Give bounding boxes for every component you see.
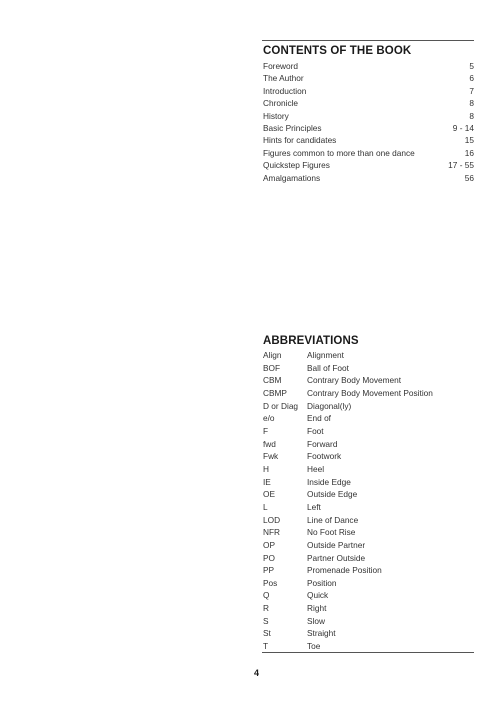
entry-page: 6 <box>469 73 474 84</box>
abbreviation-term: D or Diag <box>263 400 299 411</box>
abbreviation-meaning: Ball of Foot <box>307 362 349 373</box>
abbreviation-term: PO <box>263 552 275 563</box>
contents-title: CONTENTS OF THE BOOK <box>263 45 412 57</box>
entry-page: 16 <box>464 147 474 158</box>
entry-title: Quickstep Figures <box>263 160 330 171</box>
abbreviation-meaning: Contrary Body Movement Position <box>307 387 433 398</box>
abbreviation-entry <box>263 425 474 438</box>
abbreviation-term: CBMP <box>263 387 287 398</box>
abbreviation-entry <box>263 514 474 527</box>
abbreviation-entry <box>263 412 474 425</box>
abbreviation-entry <box>263 589 474 602</box>
contents-entry <box>263 97 474 109</box>
top-rule <box>262 40 474 41</box>
contents-entry <box>263 72 474 84</box>
abbreviation-meaning: End of <box>307 413 331 424</box>
abbreviation-term: Align <box>263 350 282 360</box>
abbreviation-entry <box>263 640 474 653</box>
abbreviation-term: T <box>263 641 269 652</box>
abbreviation-term: L <box>263 501 268 512</box>
abbreviation-meaning: Straight <box>307 628 336 639</box>
abbreviation-meaning: No Foot Rise <box>307 527 356 538</box>
abbreviation-entry <box>263 602 474 615</box>
entry-page: 5 <box>469 61 474 71</box>
abbreviations-title: ABBREVIATIONS <box>263 335 359 347</box>
abbreviation-meaning: Outside Edge <box>307 489 358 500</box>
abbreviation-entry <box>263 564 474 577</box>
entry-title: Basic Principles <box>263 122 322 133</box>
entry-page: 56 <box>464 172 474 183</box>
abbreviation-meaning: Foot <box>307 425 324 436</box>
abbreviation-term: Q <box>263 590 270 601</box>
abbreviation-term: St <box>263 628 271 639</box>
entry-page: 8 <box>469 98 474 109</box>
abbreviation-meaning: Left <box>307 501 321 512</box>
abbreviation-meaning: Slow <box>307 615 325 626</box>
contents-entry <box>263 60 474 72</box>
abbreviation-meaning: Quick <box>307 590 329 601</box>
abbreviation-entry <box>263 438 474 451</box>
abbreviation-meaning: Inside Edge <box>307 476 351 487</box>
abbreviation-entry <box>263 501 474 514</box>
entry-title: Amalgamations <box>263 172 321 183</box>
abbreviation-entry <box>263 349 474 362</box>
abbreviation-term: S <box>263 615 269 626</box>
abbreviation-entry <box>263 627 474 640</box>
abbreviation-entry <box>263 362 474 375</box>
entry-title: Figures common to more than one dance <box>263 147 415 158</box>
abbreviation-entry <box>263 577 474 590</box>
abbreviation-meaning: Promenade Position <box>307 565 382 576</box>
entry-title: Chronicle <box>263 98 299 109</box>
abbreviation-entry <box>263 552 474 565</box>
contents-entry <box>263 159 474 171</box>
abbreviation-term: CBM <box>263 375 282 386</box>
abbreviation-meaning: Right <box>307 603 327 614</box>
abbreviation-meaning: Heel <box>307 463 325 474</box>
abbreviation-term: LOD <box>263 514 281 525</box>
contents-entry <box>263 134 474 146</box>
contents-list <box>263 60 474 184</box>
entry-title: History <box>263 110 289 121</box>
abbreviation-meaning: Partner Outside <box>307 552 366 563</box>
entry-page: 15 <box>464 135 474 146</box>
abbreviation-entry <box>263 476 474 489</box>
abbreviation-meaning: Footwork <box>307 451 342 462</box>
abbreviation-term: F <box>263 425 269 436</box>
abbreviation-term: IE <box>263 476 271 487</box>
abbreviation-entry <box>263 539 474 552</box>
contents-entry <box>263 172 474 184</box>
contents-entry <box>263 122 474 134</box>
bottom-rule <box>262 652 474 653</box>
abbreviation-term: OE <box>263 489 275 500</box>
abbreviation-meaning: Alignment <box>307 350 344 360</box>
abbreviations-list <box>263 349 474 653</box>
abbreviation-meaning: Forward <box>307 438 338 449</box>
abbreviation-term: R <box>263 603 269 614</box>
abbreviation-term: OP <box>263 539 275 550</box>
entry-title: Introduction <box>263 85 307 96</box>
abbreviation-entry <box>263 387 474 400</box>
entry-title: Hints for candidates <box>263 135 337 146</box>
abbreviation-entry <box>263 526 474 539</box>
entry-title: Foreword <box>263 61 299 71</box>
abbreviation-entry <box>263 374 474 387</box>
abbreviation-entry <box>263 400 474 413</box>
abbreviation-term: NFR <box>263 527 281 538</box>
contents-entry <box>263 147 474 159</box>
abbreviation-meaning: Line of Dance <box>307 514 359 525</box>
entry-page: 17 - 55 <box>448 160 474 171</box>
abbreviation-meaning: Diagonal(ly) <box>307 400 352 411</box>
abbreviation-meaning: Toe <box>307 641 321 652</box>
contents-entry <box>263 110 474 122</box>
abbreviation-meaning: Outside Partner <box>307 539 366 550</box>
abbreviation-entry <box>263 488 474 501</box>
abbreviation-meaning: Position <box>307 577 337 588</box>
entry-page: 7 <box>469 85 474 96</box>
abbreviation-term: H <box>263 463 269 474</box>
entry-page: 9 - 14 <box>452 122 474 133</box>
contents-entry <box>263 85 474 97</box>
entry-title: The Author <box>263 73 304 84</box>
abbreviation-entry <box>263 463 474 476</box>
abbreviation-meaning: Contrary Body Movement <box>307 375 402 386</box>
abbreviation-term: PP <box>263 565 275 576</box>
abbreviation-entry <box>263 450 474 463</box>
page-number: 4 <box>254 668 260 678</box>
abbreviation-term: e/o <box>263 413 275 424</box>
abbreviation-term: Fwk <box>263 451 279 462</box>
abbreviation-term: Pos <box>263 577 278 588</box>
abbreviation-term: fwd <box>263 438 276 449</box>
abbreviation-term: BOF <box>263 362 281 373</box>
abbreviation-entry <box>263 615 474 628</box>
entry-page: 8 <box>469 110 474 121</box>
